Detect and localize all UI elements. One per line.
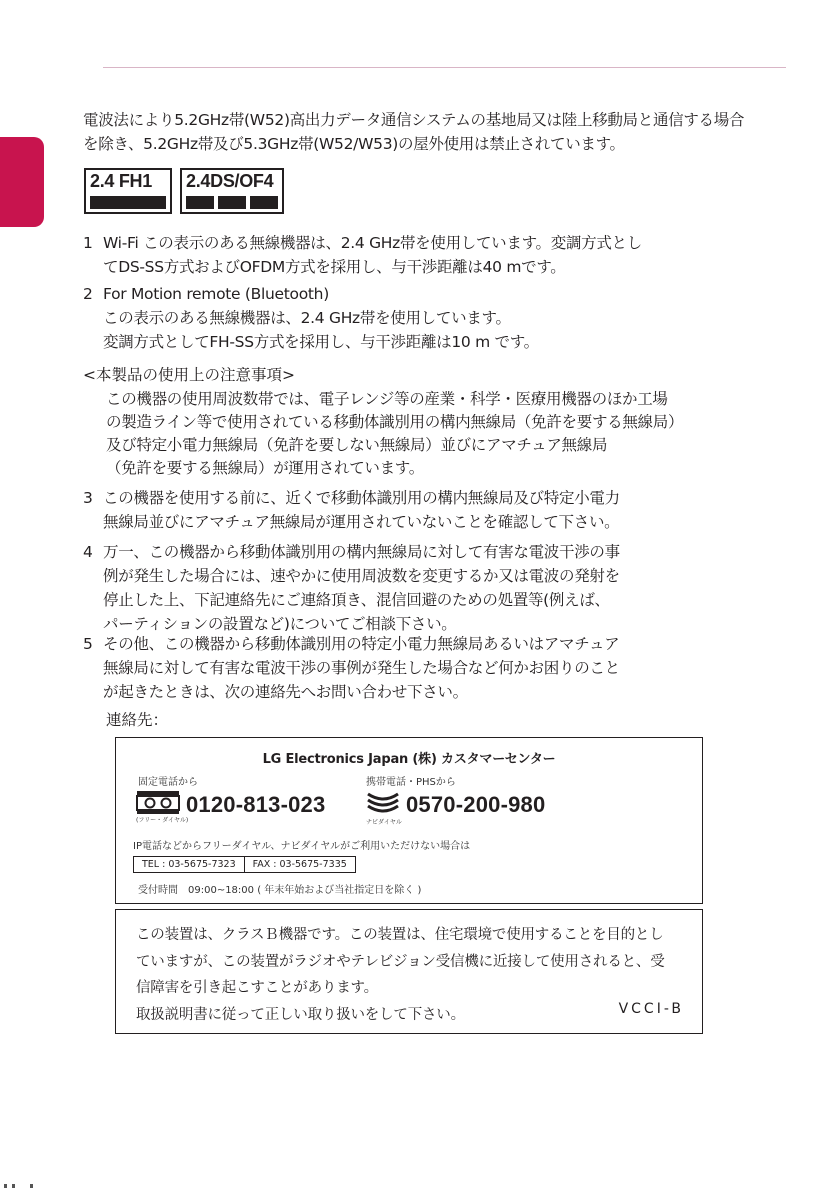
fh1-badge (84, 168, 172, 214)
item-line: この表示のある無線機器は、2.4 GHz帯を使用しています。 (103, 309, 511, 327)
tel-fax-box (133, 856, 356, 873)
vcci-line: 信障害を引き起こすことがあります。 (136, 980, 378, 996)
badge-bar (250, 196, 278, 209)
notes-line: 及び特定小電力無線局（免許を要しない無線局）並びにアマチュア無線局 (106, 436, 608, 454)
business-hours: 受付時間 09:00~18:00 ( 年末年始および当社指定日を除く ) (138, 885, 422, 896)
landline-number: 0120-813-023 (186, 792, 326, 817)
item-number: 5 (83, 635, 93, 653)
radio-law-notice (83, 108, 803, 156)
vcci-notice-box (115, 909, 703, 1034)
badge-label: 2.4 FH1 (90, 171, 152, 191)
contact-label: 連絡先： (106, 711, 169, 729)
item-line: Wi-Fi この表示のある無線機器は、2.4 GHz帯を使用しています。変調方式とし (103, 234, 642, 252)
ip-phone-note: IP電話などからフリーダイヤル、ナビダイヤルがご利用いただけない場合は (133, 841, 471, 852)
badge-bar (218, 196, 246, 209)
badge-bar (90, 196, 166, 209)
item-number: 2 (83, 285, 93, 303)
item-line: For Motion remote (Bluetooth) (103, 285, 329, 303)
intro-line: を除き、5.2GHz帯及び5.3GHz帯(W52/W53)の屋外使用は禁止されています。 (83, 135, 625, 153)
item-line: その他、この機器から移動体識別用の特定小電力無線局あるいはアマチュア (103, 635, 620, 653)
badge-label: 2.4DS/OF4 (186, 171, 274, 191)
header-rule (103, 67, 786, 68)
contact-title: LG Electronics Japan (株) カスタマーセンター (262, 752, 556, 767)
vcci-line: この装置は、クラスＢ機器です。この装置は、住宅環境で使用することを目的とし (136, 927, 664, 943)
vcci-line: 取扱説明書に従って正しい取り扱いをして下さい。 (136, 1006, 465, 1023)
chapter-tab (0, 137, 44, 227)
item-line: てDS-SS方式およびOFDM方式を採用し、与干渉距離は40 mです。 (103, 258, 566, 276)
usage-notes (106, 388, 683, 480)
crop-mark (0, 1184, 44, 1188)
usage-notes-heading: <本製品の使用上の注意事項> (83, 366, 295, 384)
navidial-caption: ナビダイヤル (366, 819, 402, 826)
notes-line: の製造ライン等で使用されている移動体識別用の構内無線局（免許を要する無線局） (106, 413, 684, 431)
vcci-text (136, 922, 665, 1028)
landline-label: 固定電話から (138, 777, 198, 788)
vcci-code: VCCI-B (618, 1001, 684, 1017)
mobile-label: 携帯電話・PHSから (366, 777, 456, 788)
item-line: 万一、この機器から移動体識別用の構内無線局に対して有害な電波干渉の事 (103, 543, 620, 561)
item-line: パーティションの設置など)についてご相談下さい。 (103, 615, 457, 633)
intro-line: 電波法により5.2GHz帯(W52)高出力データ通信システムの基地局又は陸上移動局と通信する場合 (83, 111, 745, 129)
badge-bar (186, 196, 214, 209)
mobile-number: 0570-200-980 (406, 792, 546, 817)
item-number: 1 (83, 234, 93, 252)
navidial-icon (366, 788, 400, 818)
item-line: この機器を使用する前に、近くで移動体識別用の構内無線局及び特定小電力 (103, 489, 620, 507)
item-line: 停止した上、下記連絡先にご連絡頂き、混信回避のための処置等(例えば、 (103, 591, 610, 609)
freedial-caption: (フリー・ダイヤル) (136, 817, 189, 824)
item-number: 4 (83, 543, 93, 561)
item-line: が起きたときは、次の連絡先へお問い合わせ下さい。 (103, 683, 468, 701)
notes-line: （免許を要する無線局）が運用されています。 (106, 459, 424, 477)
item-line: 無線局並びにアマチュア無線局が運用されていないことを確認して下さい。 (103, 513, 620, 531)
item-number: 3 (83, 489, 93, 507)
contact-box (115, 737, 703, 904)
dsof4-badge (180, 168, 284, 214)
fax-number: FAX : 03-5675-7335 (244, 857, 355, 872)
item-line: 例が発生した場合には、速やかに使用周波数を変更するか又は電波の発射を (103, 567, 620, 585)
item-line: 無線局に対して有害な電波干渉の事例が発生した場合など何かお困りのこと (103, 659, 620, 677)
notes-line: この機器の使用周波数帯では、電子レンジ等の産業・科学・医療用機器のほか工場 (106, 390, 668, 408)
tel-number: TEL : 03-5675-7323 (142, 859, 236, 870)
vcci-line: ていますが、この装置がラジオやテレビジョン受信機に近接して使用されると、受 (136, 953, 665, 970)
item-line: 変調方式としてFH-SS方式を採用し、与干渉距離は10 m です。 (103, 333, 539, 351)
